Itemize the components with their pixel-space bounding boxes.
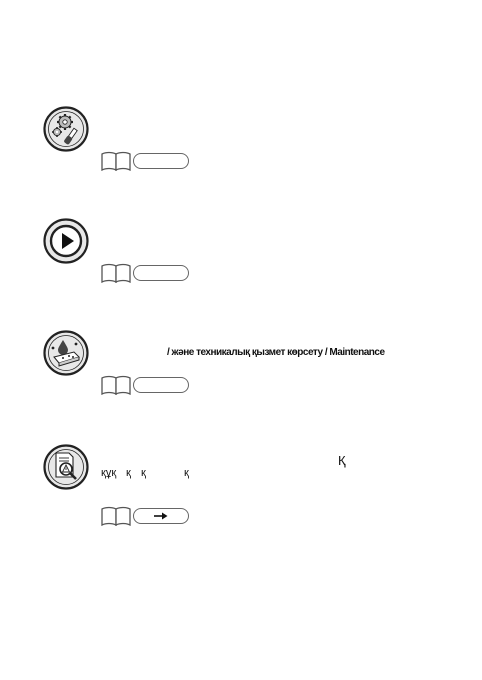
settings-gears-tool-icon (43, 106, 89, 152)
play-icon (43, 218, 89, 264)
troubleshooting-document-search-icon (43, 444, 89, 490)
book-icon (101, 151, 131, 171)
section-heading-maintenance: / және техникалық қызмет көрсету / Maintenance (167, 347, 385, 358)
book-icon (101, 375, 131, 395)
heading-fragment: қ (126, 467, 131, 479)
heading-fragment: қ (184, 467, 189, 479)
page-reference-pill (133, 508, 189, 524)
heading-fragment: Қ (338, 453, 346, 468)
heading-fragment: құқ (101, 467, 117, 479)
page-reference-pill (133, 265, 189, 281)
heading-fragment: қ (141, 467, 146, 479)
maintenance-cleaning-icon (43, 330, 89, 376)
page-reference-pill (133, 377, 189, 393)
book-icon (101, 263, 131, 283)
page-reference-pill (133, 153, 189, 169)
arrow-right-icon (154, 512, 168, 520)
book-icon (101, 506, 131, 526)
